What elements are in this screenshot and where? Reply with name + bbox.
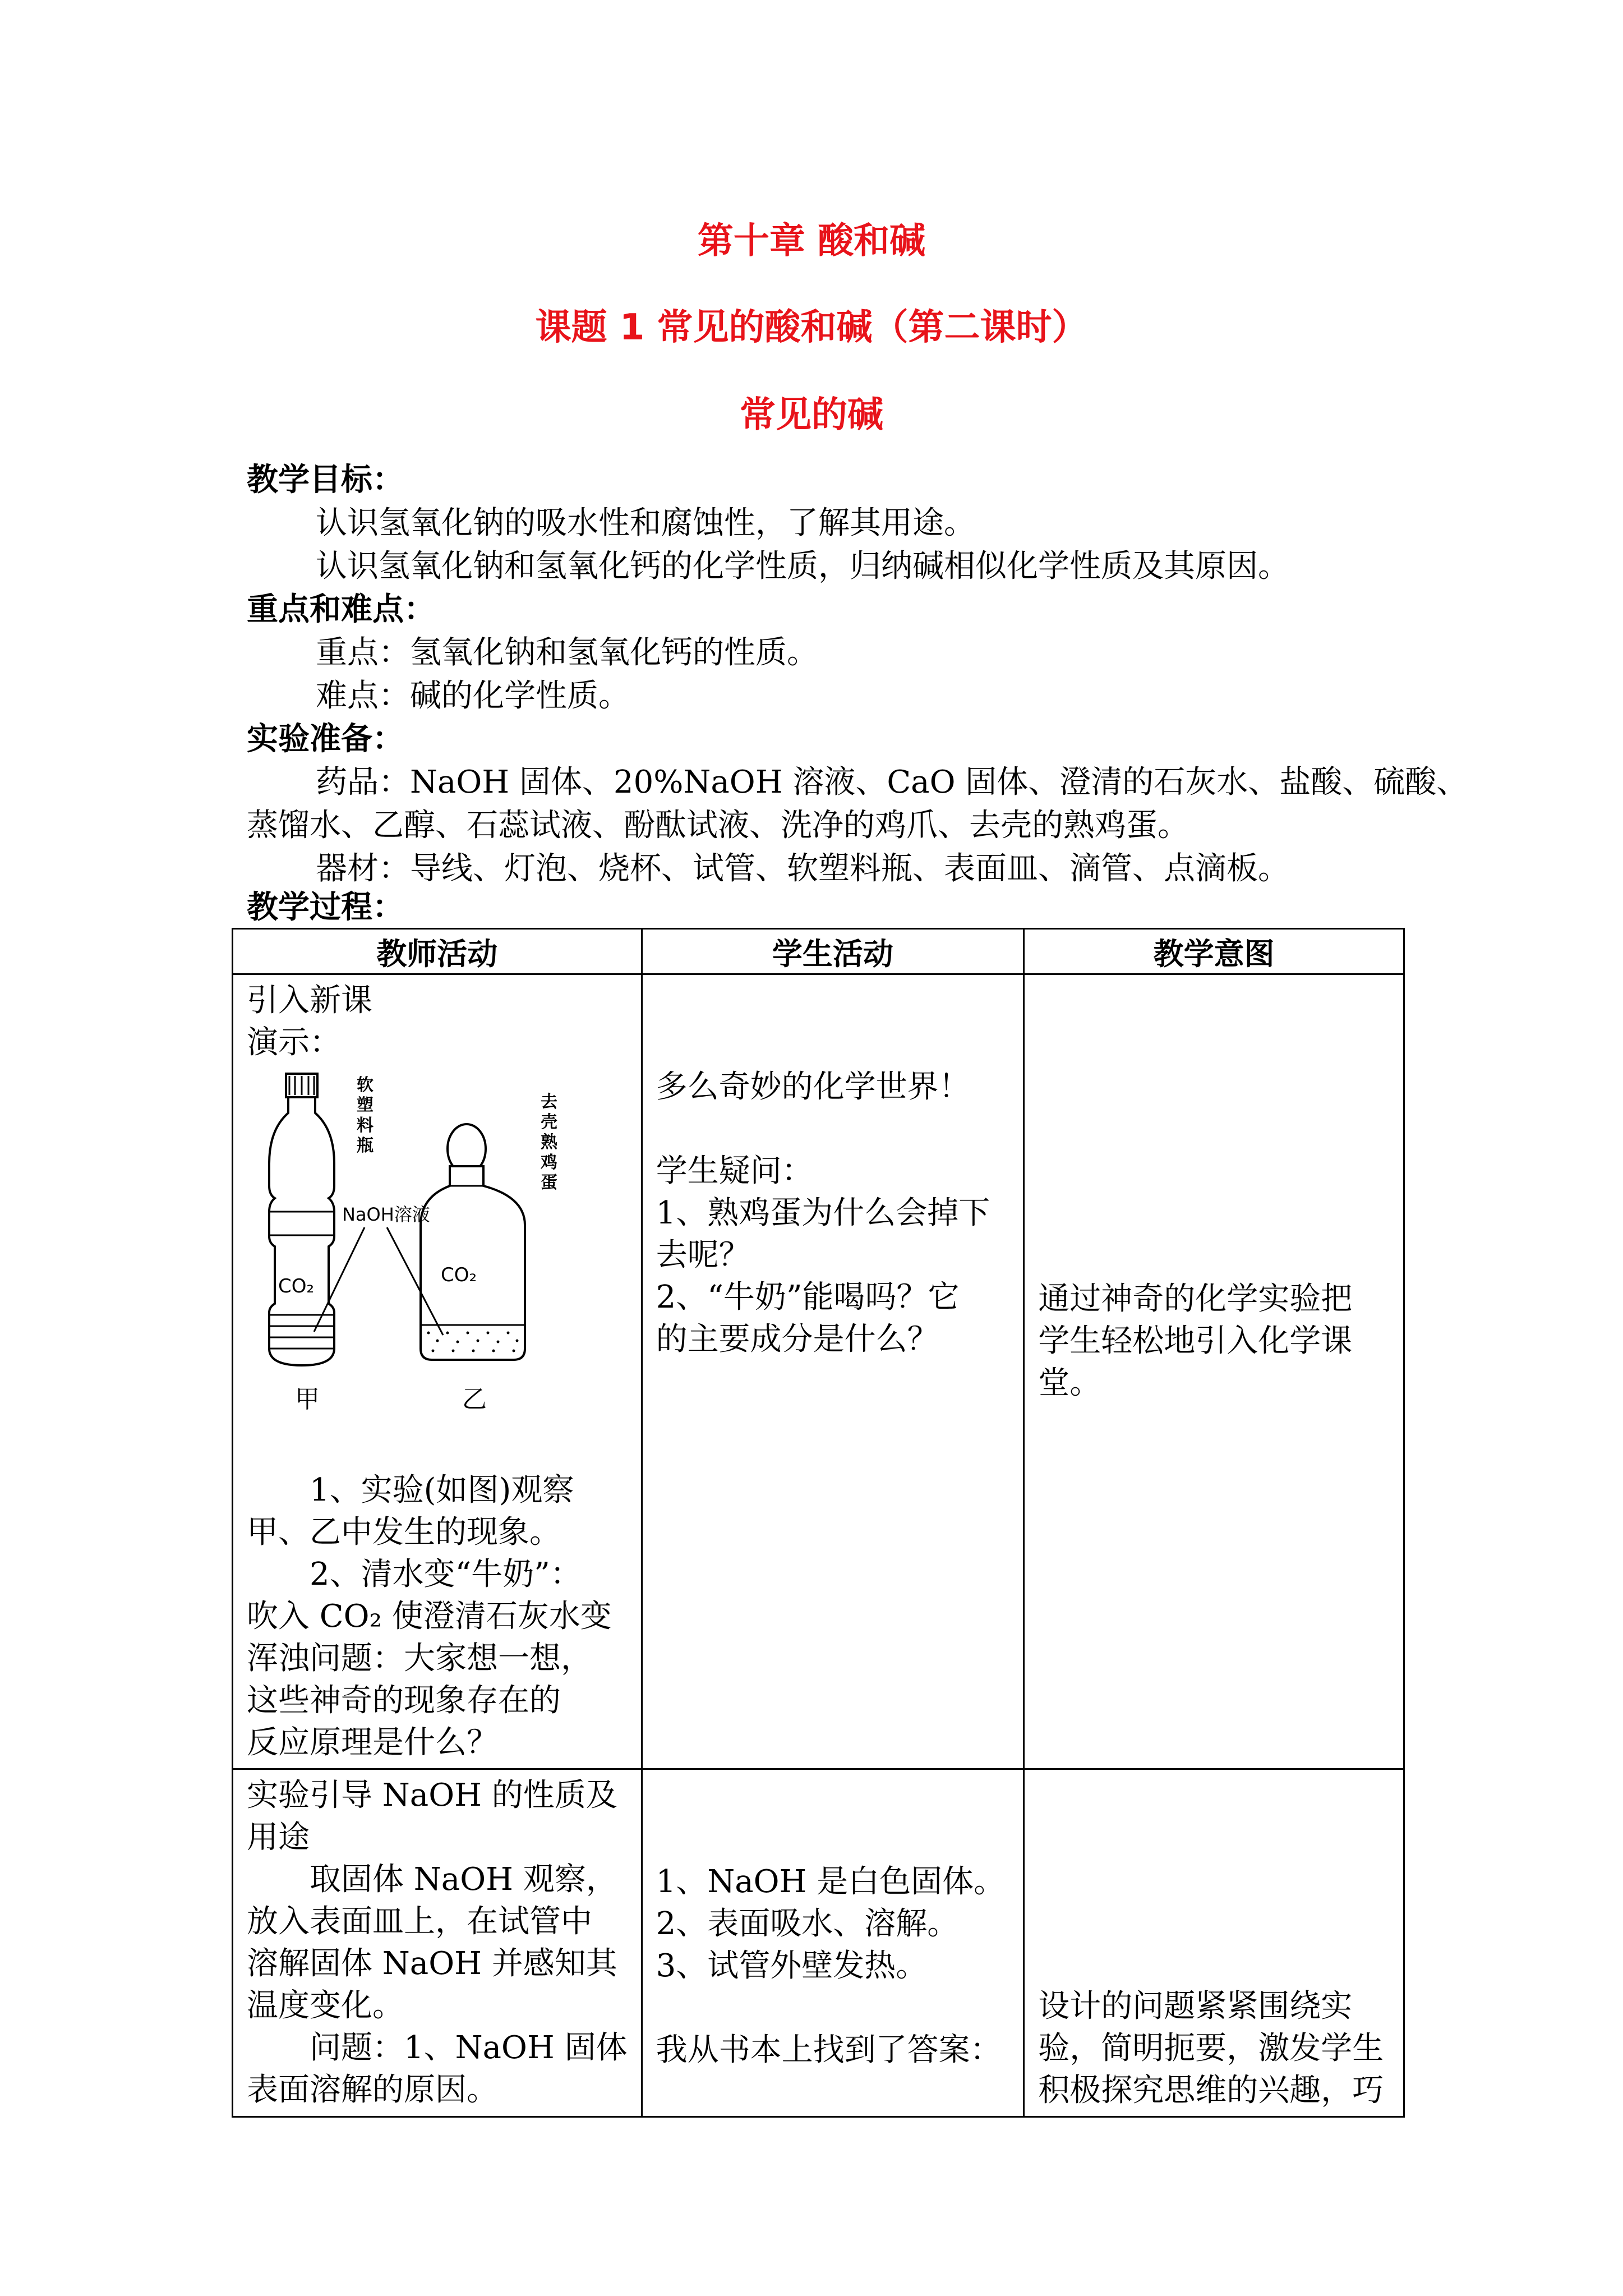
- difficult-point: 难点：碱的化学性质。: [316, 678, 630, 714]
- row1-student-line: 1、熟鸡蛋为什么会掉下: [656, 1195, 990, 1231]
- prep-drugs-line1: 药品：NaOH 固体、20%NaOH 溶液、CaO 固体、澄清的石灰水、盐酸、硫酸、: [316, 764, 1468, 800]
- header-intent: 教学意图: [1024, 929, 1404, 974]
- table-row: [233, 1769, 1404, 2117]
- row2-teacher-line: 实验引导 NaOH 的性质及: [247, 1777, 617, 1814]
- row2-student-line: 2、表面吸水、溶解。: [656, 1906, 959, 1942]
- row2-teacher-line: 放入表面皿上，在试管中: [247, 1903, 592, 1940]
- goal-item-2: 认识氢氧化钠和氢氧化钙的化学性质，归纳碱相似化学性质及其原因。: [316, 548, 1289, 585]
- experiment-diagram: [258, 1068, 617, 1427]
- table-row: [233, 974, 1404, 1769]
- row2-intent-line: 设计的问题紧紧围绕实: [1038, 1988, 1353, 2024]
- topic-title: 常见的碱: [740, 394, 883, 436]
- prep-equipment: 器材：导线、灯泡、烧杯、试管、软塑料瓶、表面皿、滴管、点滴板。: [316, 850, 1289, 887]
- row1-teacher-line: 甲、乙中发生的现象。: [247, 1514, 561, 1550]
- row1-teacher-line: 吹入 CO₂ 使澄清石灰水变: [247, 1598, 612, 1635]
- row2-teacher-cell: [233, 1769, 642, 2117]
- row1-teacher-line: 1、实验(如图)观察: [310, 1472, 574, 1508]
- header-student: 学生活动: [642, 929, 1024, 974]
- row2-teacher-line: 温度变化。: [247, 1987, 404, 2024]
- goals-heading: 教学目标：: [247, 462, 404, 498]
- row1-teacher-line: 2、清水变“牛奶”：: [310, 1556, 582, 1593]
- row2-teacher-line: 表面溶解的原因。: [247, 2072, 498, 2108]
- row1-intent-line: 堂。: [1038, 1365, 1101, 1401]
- row1-intent-line: 学生轻松地引入化学课: [1038, 1323, 1353, 1359]
- row1-intent-line: 通过神奇的化学实验把: [1038, 1281, 1353, 1317]
- label-yi: 乙: [462, 1385, 487, 1414]
- row2-student-line: 1、NaOH 是白色固体。: [656, 1864, 1006, 1900]
- row1-teacher-line: 这些神奇的现象存在的: [247, 1682, 561, 1719]
- teaching-process-table: [232, 928, 1405, 2118]
- row1-teacher-line: 演示：: [247, 1024, 341, 1061]
- row1-student-line: 的主要成分是什么？: [656, 1321, 939, 1358]
- jar-gas-label: CO₂: [441, 1264, 477, 1286]
- row2-intent-line: 积极探究思维的兴趣，巧: [1038, 2072, 1384, 2109]
- lesson-title: 课题 1 常见的酸和碱（第二课时）: [535, 307, 1088, 348]
- row2-teacher-line: 取固体 NaOH 观察，: [310, 1861, 617, 1898]
- table-header-row: [233, 929, 1404, 974]
- row2-intent-line: 验，简明扼要，激发学生: [1038, 2030, 1384, 2067]
- row1-teacher-line: 引入新课: [247, 982, 372, 1019]
- row2-teacher-line: 用途: [247, 1819, 310, 1856]
- header-teacher: 教师活动: [233, 929, 642, 974]
- row1-teacher-line: 反应原理是什么？: [247, 1724, 498, 1761]
- prep-drugs-line2: 蒸馏水、乙醇、石蕊试液、酚酞试液、洗净的鸡爪、去壳的熟鸡蛋。: [247, 807, 1189, 844]
- key-point: 重点：氢氧化钠和氢氧化钙的性质。: [316, 634, 818, 671]
- label-jia: 甲: [295, 1385, 320, 1414]
- row2-intent-cell: [1024, 1769, 1404, 2117]
- row2-student-cell: [642, 1769, 1024, 2117]
- row1-student-line: 去呢？: [656, 1237, 750, 1273]
- egg-label: 去壳熟鸡蛋: [541, 1092, 557, 1193]
- goal-item-1: 认识氢氧化钠的吸水性和腐蚀性，了解其用途。: [316, 505, 975, 541]
- row1-student-cell: [642, 974, 1024, 1769]
- row2-student-line: 3、试管外壁发热。: [656, 1948, 928, 1984]
- bottle-label: 软塑料瓶: [357, 1075, 374, 1156]
- process-heading: 教学过程：: [247, 889, 404, 926]
- bottle-gas-label: CO₂: [278, 1275, 315, 1297]
- soft-plastic-bottle: [269, 1097, 334, 1365]
- row1-teacher-cell: [233, 974, 642, 1769]
- row1-intent-cell: [1024, 974, 1404, 1769]
- row1-teacher-line: 浑浊问题：大家想一想，: [247, 1640, 592, 1677]
- naoh-solution-label: NaOH溶液: [342, 1204, 430, 1225]
- row2-teacher-line: 溶解固体 NaOH 并感知其: [247, 1945, 617, 1982]
- chapter-title: 第十章 酸和碱: [697, 220, 926, 262]
- row2-teacher-line: 问题：1、NaOH 固体: [310, 2030, 628, 2066]
- row1-student-line: 2、“牛奶”能喝吗？它: [656, 1279, 960, 1315]
- row1-student-line: 学生疑问：: [656, 1153, 813, 1189]
- row2-student-line: 我从书本上找到了答案：: [656, 2032, 1002, 2068]
- row1-student-line: 多么奇妙的化学世界！: [656, 1069, 970, 1105]
- jar-yi: [421, 1166, 525, 1360]
- keypoints-heading: 重点和难点：: [247, 591, 435, 628]
- prep-heading: 实验准备：: [247, 721, 404, 757]
